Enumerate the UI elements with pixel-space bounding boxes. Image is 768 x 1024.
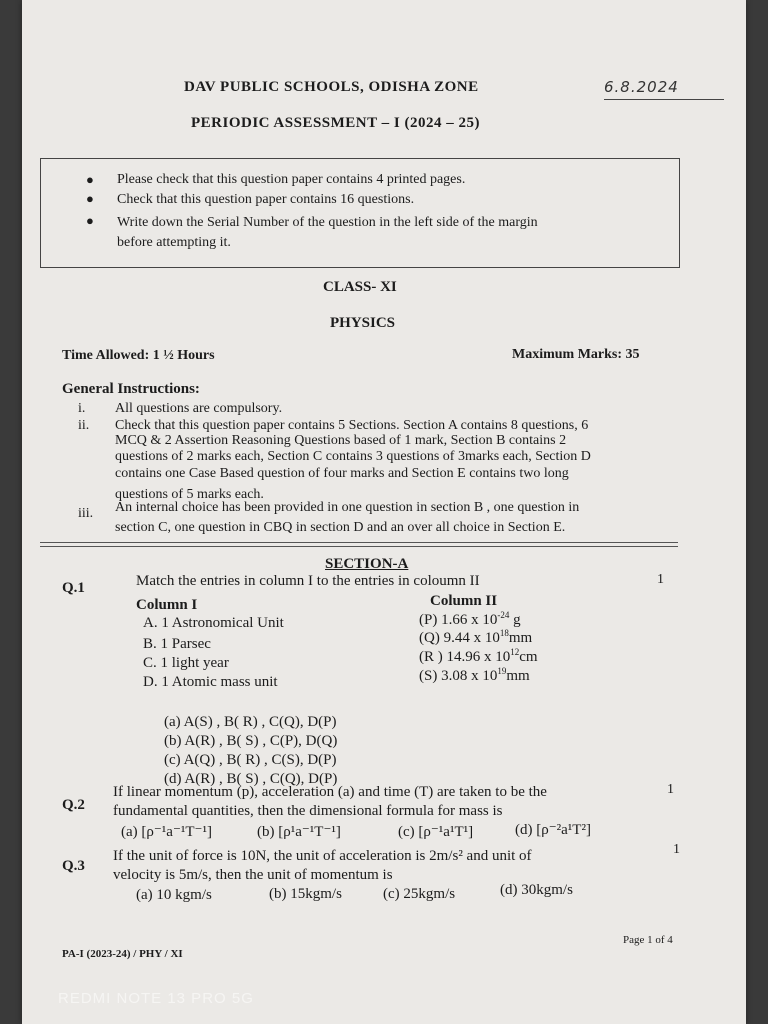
instruction-line: questions of 2 marks each, Section C contains 3 questions of 3marks each, Section D	[115, 449, 591, 464]
column-2-item: (R ) 14.96 x $10^{12}cm$	[419, 647, 538, 665]
column-2-heading: Column II	[430, 593, 498, 609]
column-2-item: (Q) 9.44 x $10^{18}mm$	[419, 628, 533, 646]
notice-line: Check that this question paper contains 16 questions.	[117, 192, 415, 207]
section-a-heading: SECTION-A	[325, 556, 409, 572]
instruction-line: contains one Case Based question of four marks and Section E contains two long	[115, 466, 569, 481]
answer-option: (c) 25kgm/s	[383, 886, 456, 902]
instruction-line: questions of 5 marks each.	[115, 487, 264, 502]
answer-option: (d) 30kgm/s	[500, 882, 573, 898]
maximum-marks: Maximum Marks: 35	[512, 347, 640, 362]
notice-line: before attempting it.	[117, 235, 231, 250]
instruction-number: iii.	[78, 506, 94, 521]
question-text: If linear momentum (p), acceleration (a) and time (T) are taken to be the	[113, 784, 547, 800]
time-allowed: Time Allowed: 1 ½ Hours	[62, 348, 215, 363]
instruction-line: All questions are compulsory.	[115, 401, 283, 416]
class-label: CLASS- XI	[323, 279, 397, 295]
instruction-line: An internal choice has been provided in one question in section B , one question in	[115, 500, 580, 515]
question-mark: 1	[657, 572, 664, 587]
instruction-line: section C, one question in CBQ in section D and an over all choice in Section E.	[115, 520, 566, 535]
instruction-number: ii.	[78, 418, 90, 433]
answer-option: (c) A(Q) , B( R) , C(S), D(P)	[164, 752, 337, 768]
camera-watermark: REDMI NOTE 13 PRO 5G	[58, 990, 254, 1007]
subject-label: PHYSICS	[330, 315, 396, 331]
notice-line: Write down the Serial Number of the question in the left side of the margin	[117, 215, 538, 230]
general-instructions-title: General Instructions:	[62, 381, 200, 397]
answer-option: (a) 10 kgm/s	[136, 887, 212, 903]
column-1-item: C. 1 light year	[143, 655, 229, 671]
instruction-line: Check that this question paper contains 5 Sections. Section A contains 8 questions, 6	[115, 418, 589, 433]
column-1-heading: Column I	[136, 597, 198, 613]
question-text: velocity is 5m/s, then the unit of momentum is	[113, 867, 393, 883]
column-2-item: (P) 1.66 x $10^{-24}$ g	[419, 610, 521, 628]
page-number: Page 1 of 4	[623, 934, 673, 946]
answer-option: (b) A(R) , B( S) , C(P), D(Q)	[164, 733, 338, 749]
question-mark: 1	[667, 782, 674, 797]
instruction-number: i.	[78, 401, 86, 416]
assessment-title: PERIODIC ASSESSMENT – I (2024 – 25)	[191, 115, 480, 131]
column-1-item: A. 1 Astronomical Unit	[143, 615, 284, 631]
double-rule-divider	[40, 542, 678, 547]
column-2-item: (S) 3.08 x $10^{19}mm$	[419, 666, 530, 684]
paper-code: PA-I (2023-24) / PHY / XI	[62, 948, 183, 960]
answer-option: (a) A(S) , B( R) , C(Q), D(P)	[164, 714, 337, 730]
question-number: Q.1	[62, 580, 85, 596]
bullet-icon: ●	[86, 213, 94, 228]
column-1-item: B. 1 Parsec	[143, 636, 211, 652]
question-number: Q.3	[62, 858, 85, 874]
handwritten-date: 6.8.2024	[604, 78, 724, 100]
bullet-icon: ●	[86, 191, 94, 206]
answer-option: (c) [ρ⁻¹a¹T¹]	[398, 824, 474, 840]
answer-option: (d) [ρ⁻²a¹T²]	[515, 822, 591, 838]
column-1-item: D. 1 Atomic mass unit	[143, 674, 278, 690]
answer-option: (d) A(R) , B( S) , C(Q), D(P)	[164, 771, 338, 787]
instruction-line: MCQ & 2 Assertion Reasoning Questions based of 1 mark, Section B contains 2	[115, 433, 567, 448]
school-name: DAV PUBLIC SCHOOLS, ODISHA ZONE	[184, 79, 479, 95]
question-text: fundamental quantities, then the dimensional formula for mass is	[113, 803, 503, 819]
question-mark: 1	[673, 842, 680, 857]
question-number: Q.2	[62, 797, 85, 813]
answer-option: (b) [ρ¹a⁻¹T⁻¹]	[257, 824, 341, 840]
bullet-icon: ●	[86, 172, 94, 187]
question-text: If the unit of force is 10N, the unit of acceleration is 2m/s² and unit of	[113, 848, 532, 864]
notice-line: Please check that this question paper contains 4 printed pages.	[117, 172, 466, 187]
answer-option: (b) 15kgm/s	[269, 886, 342, 902]
question-text: Match the entries in column I to the entries in coloumn II	[136, 573, 480, 589]
answer-option: (a) [ρ⁻¹a⁻¹T⁻¹]	[121, 824, 212, 840]
